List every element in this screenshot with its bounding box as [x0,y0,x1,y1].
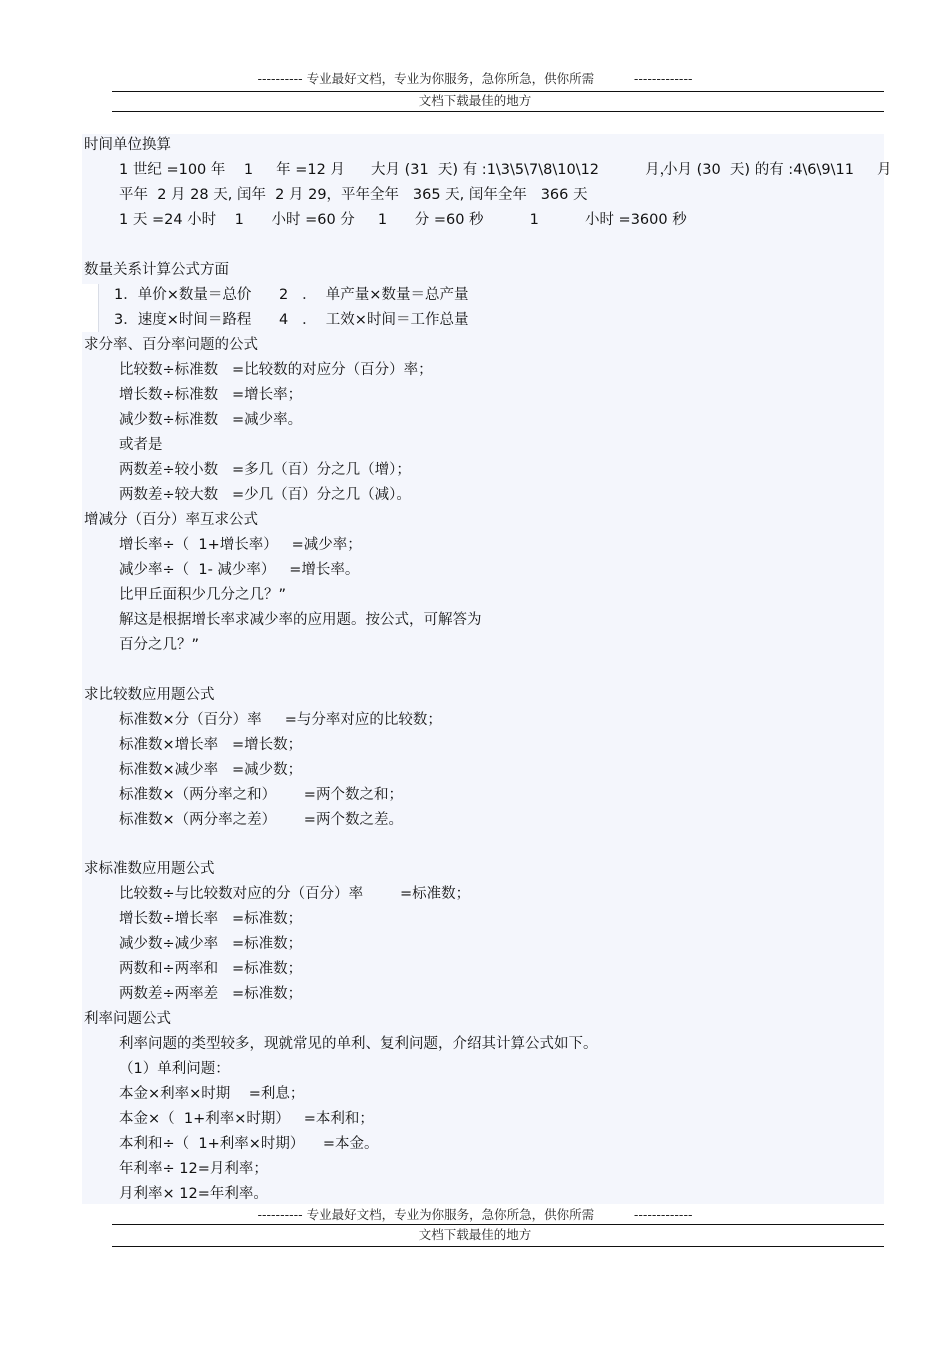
section-title-mutual: 增减分（百分）率互求公式 [84,512,258,528]
standard-line: 减少数÷减少率 =标准数； [119,936,303,952]
rate-line: 两数差÷较小数 =多几（百）分之几（增）； [119,462,411,478]
compare-line: 标准数×分（百分）率 =与分率对应的比较数； [119,712,442,728]
standard-line: 两数差÷两率差 =标准数； [119,986,303,1002]
time-line-3: 1 天 =24 小时 1 小时 =60 分 1 分 =60 秒 1 小时 =3600 秒 [119,212,687,228]
page-footer [0,1207,950,1223]
time-line-1b: 大月 (31 天) 有 :1\3\5\7\8\10\12 月， [371,162,675,178]
section-title-time: 时间单位换算 [84,137,171,153]
rate-line: 增长数÷标准数 =增长率； [119,387,303,403]
header-slogan: ---------- 专业最好文档，专业为你服务，急你所急，供你所需 ------------- [257,71,693,86]
section-title-rate: 求分率、百分率问题的公式 [84,337,258,353]
mutual-line: 减少率÷（ 1- 减少率） =增长率。 [119,562,360,578]
compare-line: 标准数×（两分率之和） =两个数之和； [119,787,403,803]
interest-line: 年利率÷ 12=月利率； [119,1161,268,1177]
header-rule [112,91,884,92]
compare-line: 标准数×减少率 =减少数； [119,762,303,778]
footer-rule-bottom [112,1246,884,1247]
footer-subtitle: 文档下载最佳的地方 [418,1227,532,1242]
header-subtitle: 文档下载最佳的地方 [418,93,532,108]
time-line-1a: 1 世纪 =100 年 1 年 =12 月 [119,162,345,178]
section-title-compare: 求比较数应用题公式 [84,687,215,703]
time-line-2: 平年 2 月 28 天, 闰年 2 月 29，平年全年 365 天, 闰年全年 366 天 [119,187,588,203]
rate-line: 减少数÷标准数 =减少率。 [119,412,303,428]
interest-line: 本金×（ 1+利率×时期） =本利和； [119,1111,374,1127]
page-header [0,71,950,87]
footer-slogan: ---------- 专业最好文档，专业为你服务，急你所急，供你所需 ------------- [257,1207,693,1222]
standard-line: 两数和÷两率和 =标准数； [119,961,303,977]
interest-line: 本金×利率×时期 =利息； [119,1086,305,1102]
section-title-quantity: 数量关系计算公式方面 [84,262,229,278]
mutual-line: 比甲丘面积少几分之几？” [119,587,287,603]
time-line-1c: 小月 (30 天) 的有 :4\6\9\11 月 [663,162,892,178]
header-rule-bottom [112,111,884,112]
interest-line: （1）单利问题： [119,1061,230,1077]
quantity-line-2: 3．速度×时间＝路程 4 ． 工效×时间＝工作总量 [114,312,469,328]
compare-line: 标准数×（两分率之差） =两个数之差。 [119,812,403,828]
footer-rule [112,1224,884,1225]
standard-line: 比较数÷与比较数对应的分（百分）率 =标准数； [119,886,471,902]
compare-line: 标准数×增长率 =增长数； [119,737,303,753]
mutual-line: 百分之几？” [119,637,200,653]
section-title-interest: 利率问题公式 [84,1011,171,1027]
mutual-line: 增长率÷（ 1+增长率） =减少率； [119,537,362,553]
content-indent-box [82,284,99,332]
rate-line: 两数差÷较大数 =少几（百）分之几（减）。 [119,487,411,503]
quantity-line-1: 1．单价×数量＝总价 2 ． 单产量×数量＝总产量 [114,287,469,303]
interest-line: 月利率× 12=年利率。 [119,1186,268,1202]
standard-line: 增长数÷增长率 =标准数； [119,911,303,927]
rate-line: 比较数÷标准数 =比较数的对应分（百分）率； [119,362,433,378]
rate-line: 或者是 [119,437,163,453]
interest-line: 本利和÷（ 1+利率×时期） =本金。 [119,1136,379,1152]
mutual-line: 解这是根据增长率求减少率的应用题。按公式，可解答为 [119,612,482,628]
section-title-standard: 求标准数应用题公式 [84,861,215,877]
interest-line: 利率问题的类型较多，现就常见的单利、复利问题，介绍其计算公式如下。 [119,1036,598,1052]
